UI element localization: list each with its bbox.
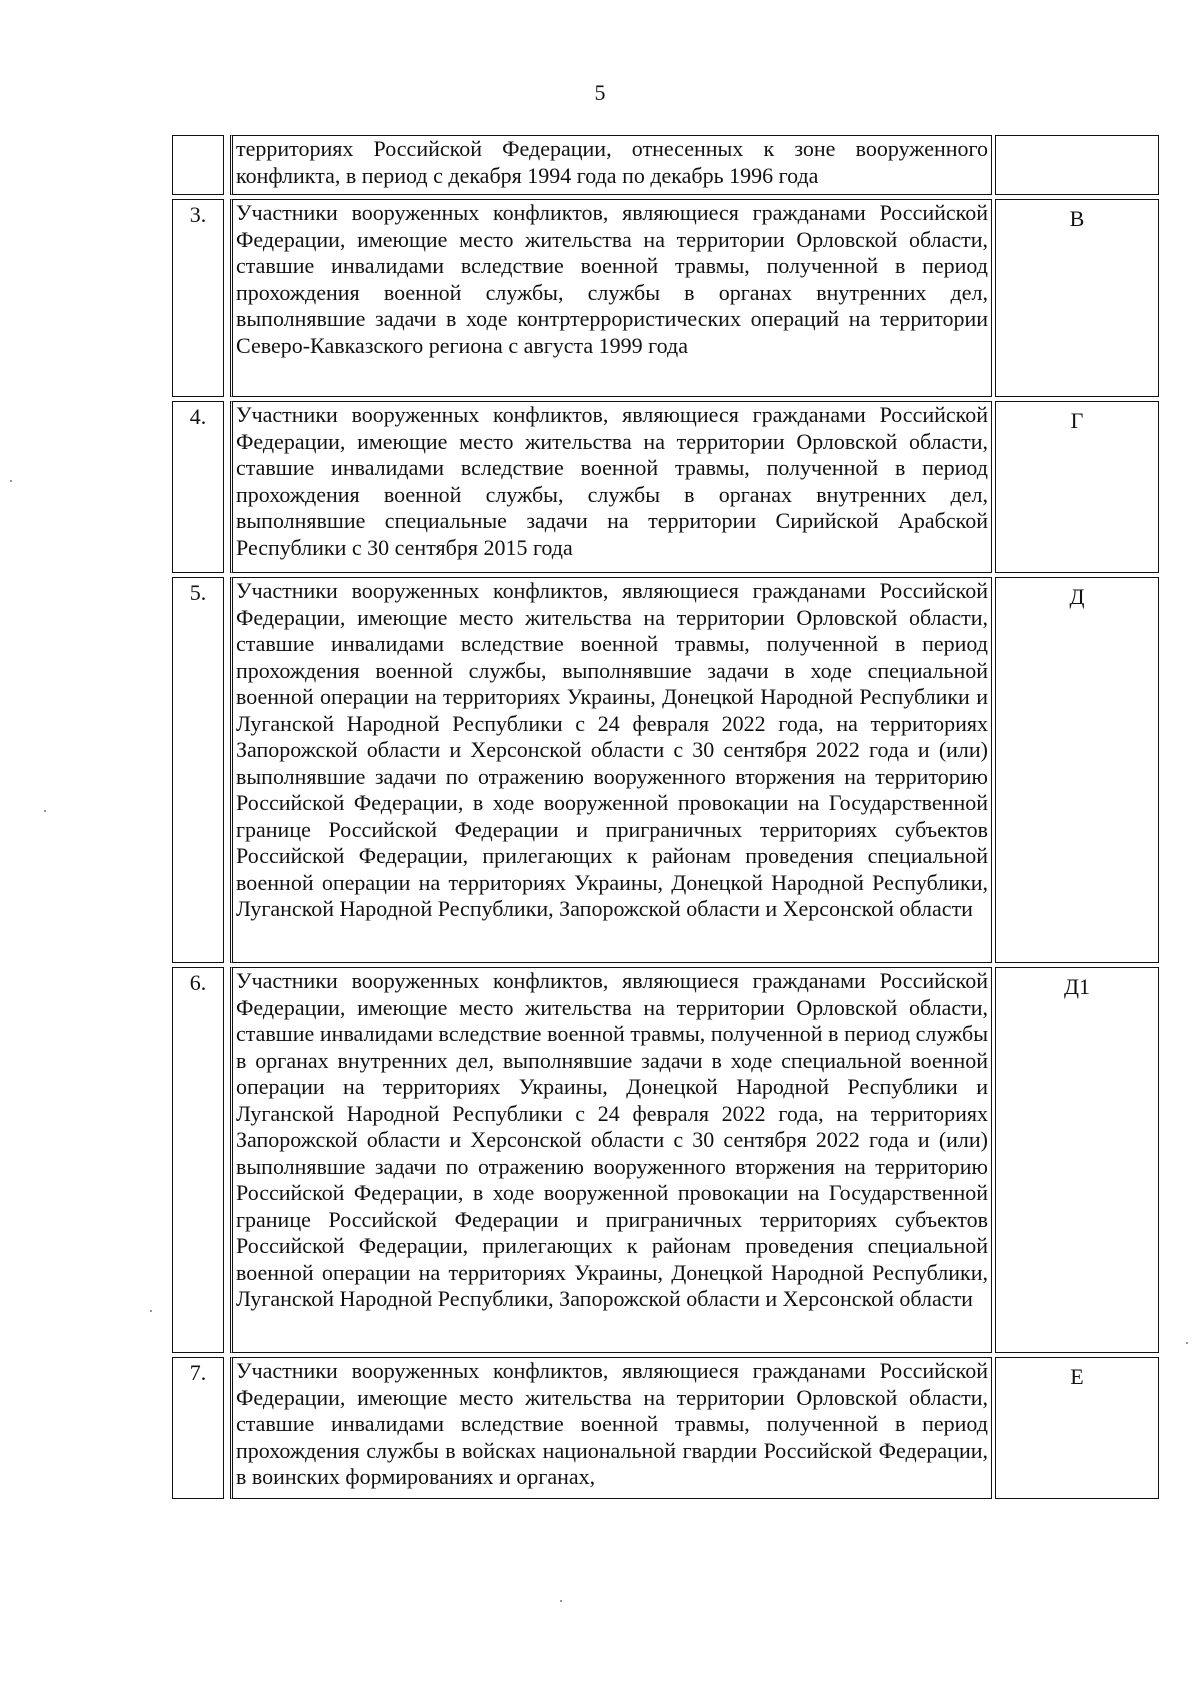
table-row (172, 401, 1152, 573)
category-description: Участники вооруженных конфликтов, являющиеся гражданами Российской Федерации, имеющие место жительства на территории Орловской области, ставшие инвалидами вследствие военной травмы, полученной в период прохождения военной службы, выполнявшие задачи в ходе специальной военной операции на территориях Украины, Донецкой Народной Республики и Луганской Народной Республики с 24 февраля 2022 года, на территориях Запорожской области и Херсонской области с 30 сентября 2022 года и (или) выполнявшие задачи по отражению вооруженного вторжения на территорию Российской Федерации, в ходе вооруженной провокации на Государственной границе Российской Федерации и приграничных территориях субъектов Российской Федерации, прилегающих к районам проведения специальной военной операции на территориях Украины, Донецкой Народной Республики, Луганской Народной Республики, Запорожской области и Херсонской области (230, 577, 992, 963)
category-code (995, 135, 1159, 195)
category-code: Г (995, 401, 1159, 573)
row-number: 6. (172, 967, 224, 1353)
category-description: Участники вооруженных конфликтов, являющиеся гражданами Российской Федерации, имеющие место жительства на территории Орловской области, ставшие инвалидами вследствие военной травмы, полученной в период прохождения военной службы, службы в органах внутренних дел, выполнявшие задачи в ходе контртеррористических операций на территории Северо-Кавказского региона с августа 1999 года (230, 199, 992, 397)
table-row (172, 1357, 1152, 1499)
category-description: Участники вооруженных конфликтов, являющиеся гражданами Российской Федерации, имеющие место жительства на территории Орловской области, ставшие инвалидами вследствие военной травмы, полученной в период прохождения военной службы, службы в органах внутренних дел, выполнявшие специальные задачи на территории Сирийской Арабской Республики с 30 сентября 2015 года (230, 401, 992, 573)
category-description: Участники вооруженных конфликтов, являющиеся гражданами Российской Федерации, имеющие место жительства на территории Орловской области, ставшие инвалидами вследствие военной травмы, полученной в период службы в органах внутренних дел, выполнявшие задачи в ходе специальной военной операции на территориях Украины, Донецкой Народной Республики и Луганской Народной Республики с 24 февраля 2022 года, на территориях Запорожской области и Херсонской области с 30 сентября 2022 года и (или) выполнявшие задачи по отражению вооруженного вторжения на территорию Российской Федерации, в ходе вооруженной провокации на Государственной границе Российской Федерации и приграничных территориях субъектов Российской Федерации, прилегающих к районам проведения специальной военной операции на территориях Украины, Донецкой Народной Республики, Луганской Народной Республики, Запорожской области и Херсонской области (230, 967, 992, 1353)
row-number (172, 135, 224, 195)
scan-speck (44, 810, 46, 812)
scan-speck (150, 1310, 152, 1312)
row-number: 7. (172, 1357, 224, 1499)
scan-speck (10, 480, 12, 482)
table-row (172, 577, 1152, 963)
scan-speck (560, 1600, 562, 1602)
scan-speck (1186, 1342, 1188, 1344)
category-code: Д (995, 577, 1159, 963)
row-number: 5. (172, 577, 224, 963)
table-row (172, 967, 1152, 1353)
table-row (172, 199, 1152, 397)
category-description: территориях Российской Федерации, отнесенных к зоне вооруженного конфликта, в период с декабря 1994 года по декабрь 1996 года (230, 135, 992, 195)
category-code: В (995, 199, 1159, 397)
category-description: Участники вооруженных конфликтов, являющиеся гражданами Российской Федерации, имеющие место жительства на территории Орловской области, ставшие инвалидами вследствие военной травмы, полученной в период прохождения службы в войсках национальной гвардии Российской Федерации, в воинских формированиях и органах, (230, 1357, 992, 1499)
category-code: Д1 (995, 967, 1159, 1353)
row-number: 3. (172, 199, 224, 397)
page-number: 5 (594, 80, 606, 105)
table-row (172, 135, 1152, 195)
category-code: Е (995, 1357, 1159, 1499)
row-number: 4. (172, 401, 224, 573)
categories-table (172, 135, 1152, 1499)
